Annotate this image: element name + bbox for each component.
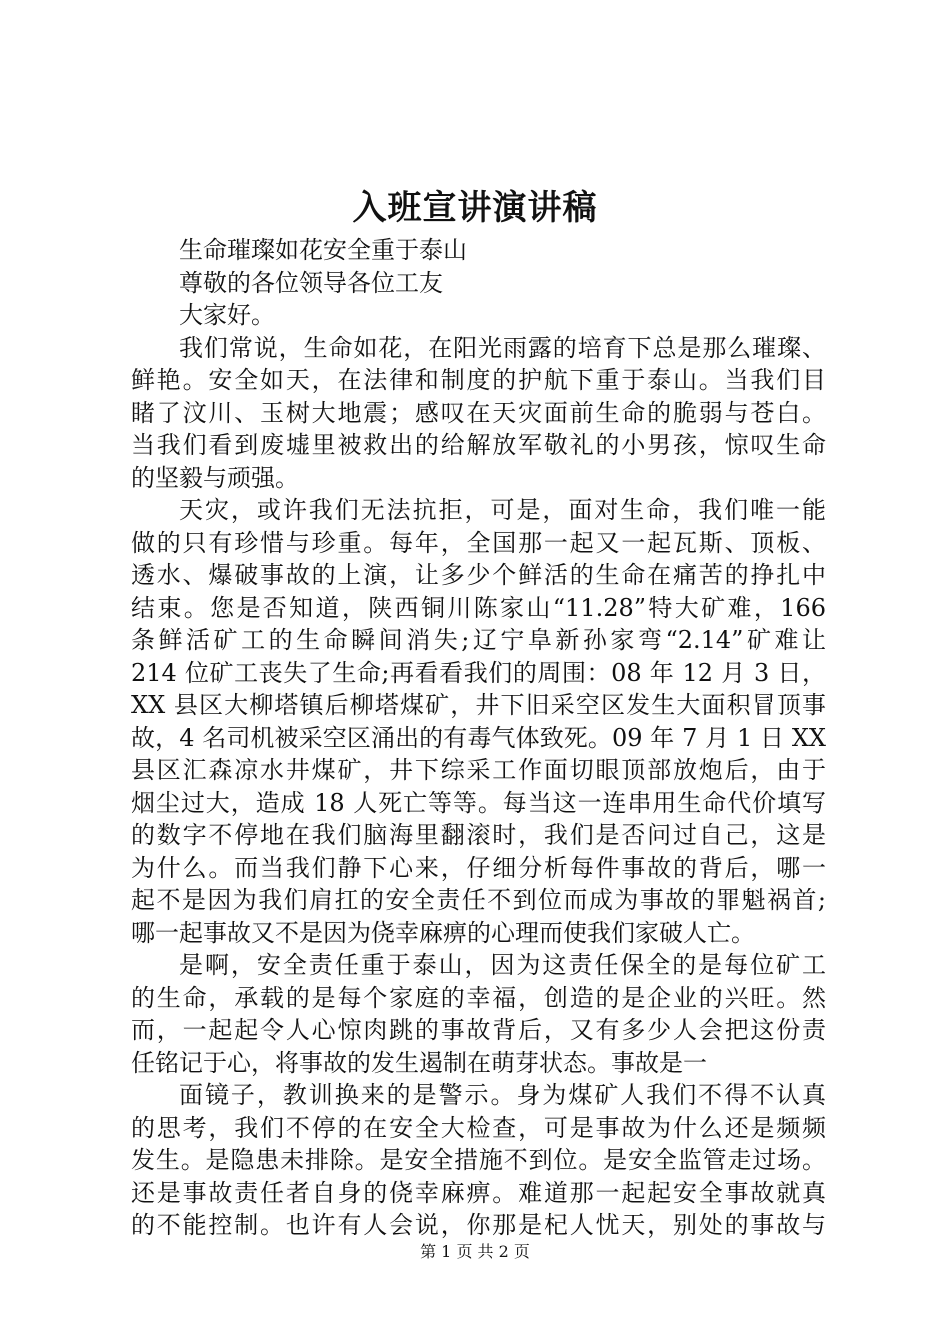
- body-line: 为什么。而当我们静下心来，仔细分析每件事故的背后，哪一: [131, 853, 826, 882]
- body-line: 214 位矿工丧失了生命;再看看我们的周围：08 年 12 月 3 日，: [131, 658, 826, 687]
- body-line: 透水、爆破事故的上演，让多少个鲜活的生命在痛苦的挣扎中: [131, 561, 826, 589]
- page-footer: 第 1 页 共 2 页: [420, 1242, 530, 1261]
- body-line: 发生。是隐患未排除。是安全措施不到位。是安全监管走过场。: [131, 1146, 826, 1174]
- body-line: 的思考，我们不停的在安全大检查，可是事故为什么还是频频: [131, 1113, 826, 1142]
- body-line: 我们常说，生命如花，在阳光雨露的培育下总是那么璀璨、: [179, 333, 826, 362]
- body-line: 鲜艳。安全如天，在法律和制度的护航下重于泰山。当我们目: [131, 366, 826, 394]
- body-line: 还是事故责任者自身的侥幸麻痹。难道那一起起安全事故就真: [131, 1178, 826, 1207]
- body-line: 天灾，或许我们无法抗拒，可是，面对生命，我们唯一能: [179, 496, 826, 524]
- body-line: 面镜子，教训换来的是警示。身为煤矿人我们不得不认真: [179, 1081, 826, 1109]
- body-line: 哪一起事故又不是因为侥幸麻痹的心理而使我们家破人亡。: [131, 918, 755, 947]
- body-line: 结束。您是否知道，陕西铜川陈家山“11.28”特大矿难，166: [131, 593, 826, 622]
- body-line: 条鲜活矿工的生命瞬间消失;辽宁阜新孙家弯“2.14”矿难让: [131, 626, 826, 654]
- body-line: 大家好。: [179, 301, 275, 329]
- body-line: 而，一起起令人心惊肉跳的事故背后，又有多少人会把这份责: [131, 1016, 826, 1044]
- body-line: 起不是因为我们肩扛的安全责任不到位而成为事故的罪魁祸首;: [131, 886, 826, 914]
- body-line: 的生命，承载的是每个家庭的幸福，创造的是企业的兴旺。然: [131, 983, 826, 1012]
- body-line: 县区汇森凉水井煤矿，井下综采工作面切眼顶部放炮后，由于: [131, 756, 826, 784]
- body-line: 烟尘过大，造成 18 人死亡等等。每当这一连串用生命代价填写: [131, 788, 826, 817]
- body-line: 是啊，安全责任重于泰山，因为这责任保全的是每位矿工: [179, 951, 826, 979]
- body-line: 尊敬的各位领导各位工友: [179, 268, 443, 297]
- body-line: 任铭记于心，将事故的发生遏制在萌芽状态。事故是一: [131, 1048, 707, 1077]
- body-line: 当我们看到废墟里被救出的给解放军敬礼的小男孩，惊叹生命: [131, 431, 826, 459]
- body-line: 的数字不停地在我们脑海里翻滚时，我们是否问过自己，这是: [131, 821, 826, 849]
- body-line: XX 县区大柳塔镇后柳塔煤矿，井下旧采空区发生大面积冒顶事: [131, 691, 826, 719]
- body-line: 故，4 名司机被采空区涌出的有毒气体致死。09 年 7 月 1 日 XX: [131, 723, 826, 752]
- body-line: 的坚毅与顽强。: [131, 463, 299, 492]
- body-line: 的不能控制。也许有人会说，你那是杞人忧天，别处的事故与: [131, 1211, 826, 1239]
- document-title: 入班宣讲演讲稿: [352, 188, 598, 228]
- body-line: 生命璀璨如花安全重于泰山: [179, 236, 467, 264]
- body-line: 睹了汶川、玉树大地震；感叹在天灾面前生命的脆弱与苍白。: [131, 398, 826, 427]
- document-body: [131, 234, 826, 1242]
- body-line: 做的只有珍惜与珍重。每年，全国那一起又一起瓦斯、顶板、: [131, 528, 826, 557]
